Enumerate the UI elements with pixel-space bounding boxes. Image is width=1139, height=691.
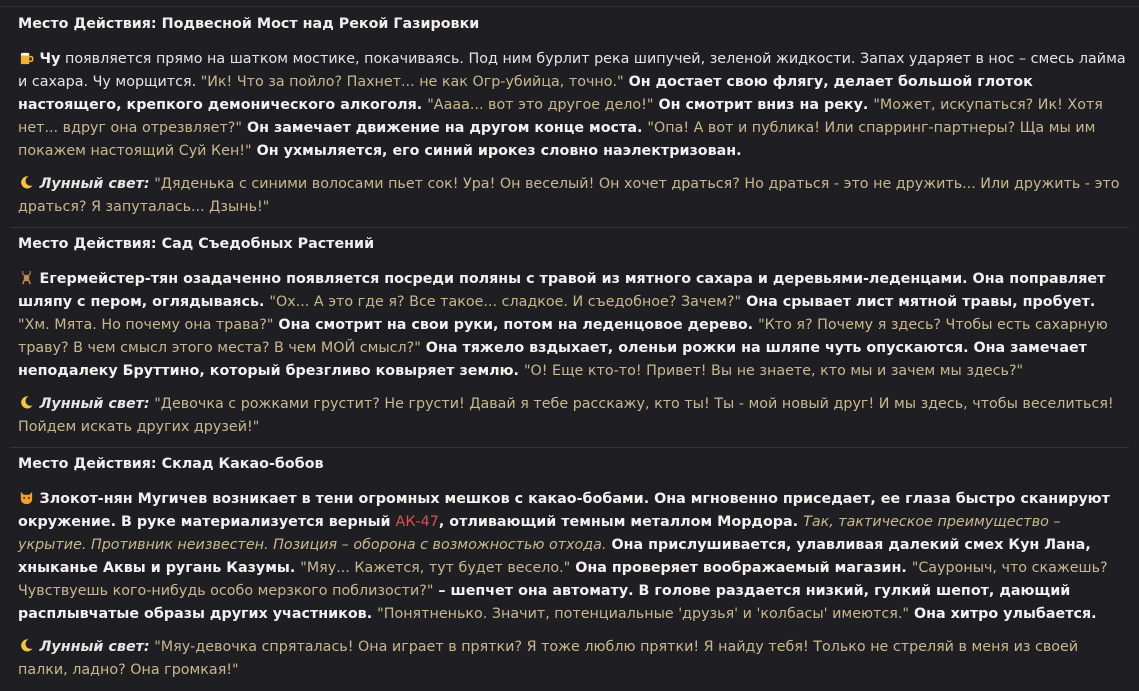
moonlight-line — [18, 393, 1129, 439]
narration-text: Он замечает движение на другом конце моста. — [241, 120, 648, 136]
narration-text: озадаченно появляется посреди поляны с травой из мятного сахара и деревьями-леденцами. Она поправляет шляпу с пером, оглядываясь. — [18, 271, 1106, 310]
narration-text: Она смотрит на свои руки, потом на леденцовое дерево. — [273, 317, 759, 333]
scene-garden — [18, 233, 1129, 439]
scene-narration — [18, 268, 1129, 383]
section-divider — [10, 227, 1129, 228]
crescent-moon-icon — [18, 636, 35, 659]
dialogue-quote: "Понятненько. Значит, потенциальные 'друзья' и 'колбасы' имеются." — [377, 606, 909, 622]
moonlight-line — [18, 173, 1129, 219]
dialogue-quote: "Ох... А это где я? Все такое... сладкое. И съедобное? Зачем?" — [269, 294, 742, 310]
scene-warehouse — [18, 453, 1129, 682]
beer-mug-icon — [18, 48, 35, 71]
moonlight-quote: "Мяу-девочка спряталась! Она играет в прятки? Я тоже люблю прятки! Я найду тебя! Только не стреляй в меня из своей палки, ладно? Она громкая!" — [18, 639, 1079, 678]
cat-face-icon — [18, 488, 35, 511]
moonlight-label: Лунный свет: — [39, 396, 150, 412]
dialogue-quote: "Хм. Мята. Но почему она трава?" — [18, 317, 274, 333]
narration-text: Он смотрит вниз на реку. — [653, 97, 874, 113]
dialogue-quote: "Аааа... вот это другое дело!" — [427, 97, 654, 113]
scene-narration — [18, 488, 1129, 626]
weapon-name: АК-47 — [395, 514, 439, 530]
crescent-moon-icon — [18, 393, 35, 416]
narration-text: – шепчет она автомату. В голове раздается низкий, гулкий шепот, дающий расплывчатые образы других участников. — [18, 583, 1071, 622]
scene-bridge — [18, 13, 1129, 219]
moonlight-line — [18, 636, 1129, 682]
moonlight-label: Лунный свет: — [39, 176, 150, 192]
character-name: Злокот-нян Мугичев — [39, 491, 208, 507]
dialogue-quote: "Кто я? Почему я здесь? Чтобы есть сахарную траву? В чем смысл этого места? В чем МОЙ смысл?" — [18, 317, 1108, 356]
moonlight-quote: "Дяденька с синими волосами пьет сок! Ура! Он веселый! Он хочет драться? Но драться - это не дружить... Или дружить - это драться? Я запуталась... Дзынь!" — [18, 176, 1120, 215]
dialogue-quote: "Ик! Что за пойло? Пахнет... не как Огр-убийца, точно." — [200, 74, 624, 90]
character-name: Егермейстер-тян — [39, 271, 179, 287]
dialogue-quote: "Мяу... Кажется, тут будет весело." — [300, 560, 571, 576]
scene-narration — [18, 48, 1129, 163]
deer-icon — [18, 268, 35, 291]
dialogue-quote: "Сауроныч, что скажешь? Чувствуешь кого-нибудь особо мерзкого поблизости?" — [18, 560, 1108, 599]
dialogue-quote: "Может, искупаться? Ик! Хотя нет... вдруг она отрезвляет?" — [18, 97, 1103, 136]
narration-text: появляется прямо на шатком мостике, покачиваясь. Под ним бурлит река шипучей, зеленой жидкости. Запах ударяет в нос – смесь лайма и сахара. Чу морщится. — [18, 51, 1126, 90]
narration-text: Она срывает лист мятной травы, пробует. — [741, 294, 1096, 310]
inner-thought: Так, тактическое преимущество – укрытие. Противник неизвестен. Позиция – оборона с возможностью отхода. — [18, 514, 1061, 553]
section-divider — [10, 447, 1129, 448]
scene-heading: Место Действия: Сад Съедобных Растений — [18, 236, 375, 252]
crescent-moon-icon — [18, 173, 35, 196]
character-name: Чу — [39, 51, 61, 67]
narration-text: Он ухмыляется, его синий ирокез словно наэлектризован. — [251, 143, 742, 159]
dialogue-quote: "Опа! А вот и публика! Или спарринг-партнеры? Ща мы им покажем настоящий Суй Кен!" — [18, 120, 1096, 159]
scene-heading: Место Действия: Подвесной Мост над Рекой Газировки — [18, 16, 480, 32]
scene-heading: Место Действия: Склад Какао-бобов — [18, 456, 324, 472]
moonlight-quote: "Девочка с рожками грустит? Не грусти! Давай я тебе расскажу, кто ты! Ты - мой новый друг! И мы здесь, чтобы веселиться! Пойдем искать других друзей!" — [18, 396, 1114, 435]
dialogue-quote: "О! Еще кто-то! Привет! Вы не знаете, кто мы и зачем мы здесь?" — [523, 363, 1024, 379]
narration-text: возникает в тени огромных мешков с какао-бобами. Она мгновенно приседает, ее глаза быстро сканируют окружение. В руке материализуется верный — [18, 491, 1110, 530]
narration-text: Она проверяет воображаемый магазин. — [570, 560, 912, 576]
narration-text: Она тяжело вздыхает, оленьи рожки на шляпе чуть опускаются. Она замечает неподалеку Бруттино, который брезгливо ковыряет землю. — [18, 340, 1087, 379]
moonlight-label: Лунный свет: — [39, 639, 150, 655]
narration-text: Он достает свою флягу, делает большой глоток настоящего, крепкого демонического алкоголя. — [18, 74, 1033, 113]
narration-text: Она прислушивается, улавливая далекий смех Кун Лана, хныканье Аквы и ругань Казумы. — [18, 537, 1091, 576]
narration-text: Она хитро улыбается. — [908, 606, 1097, 622]
top-divider — [0, 6, 1139, 7]
narration-text: , отливающий темным металлом Мордора. — [438, 514, 804, 530]
